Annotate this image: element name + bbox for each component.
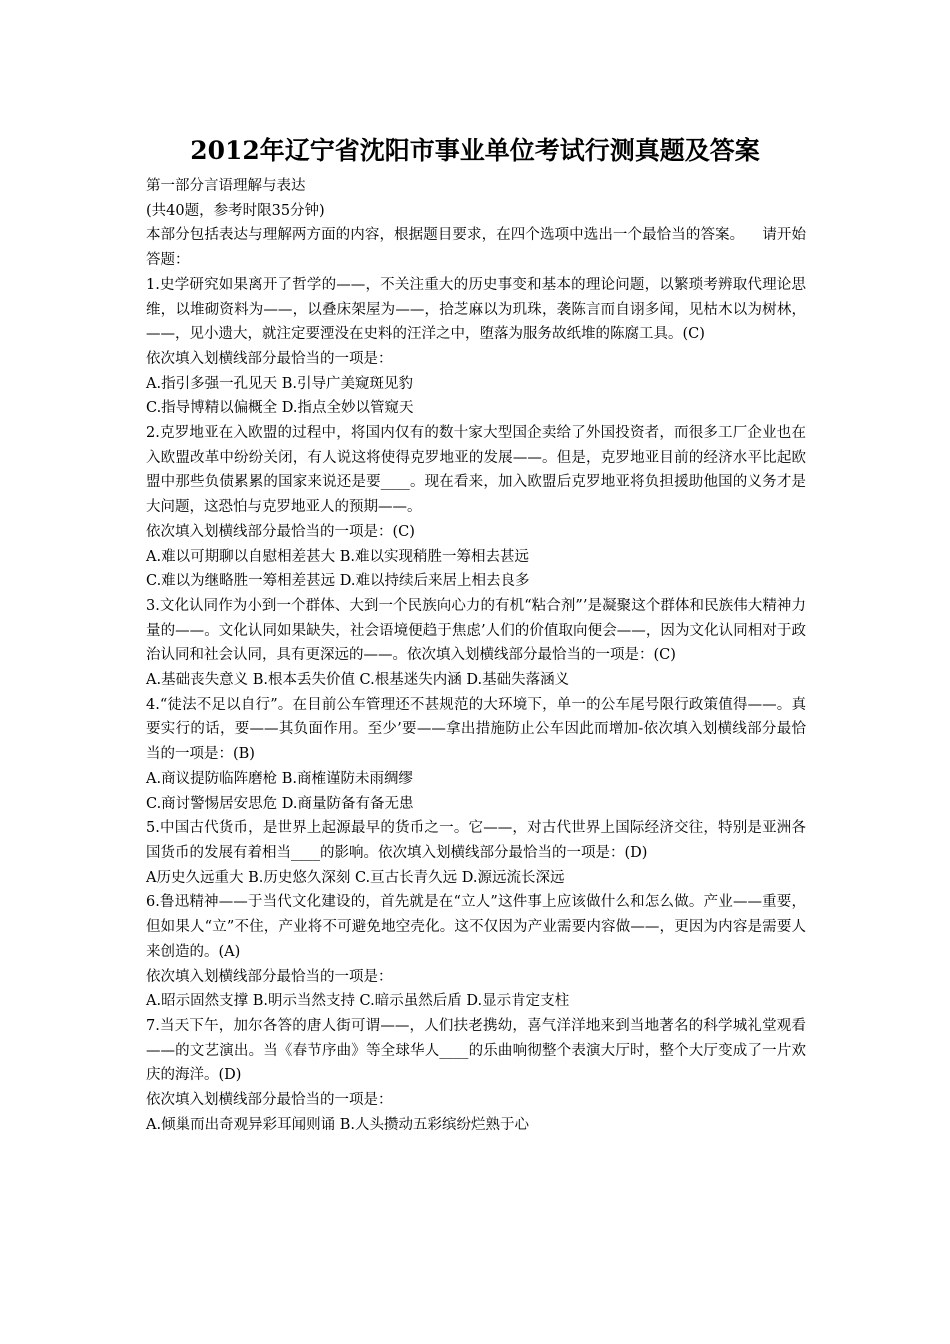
section-heading: 第一部分言语理解与表达 bbox=[146, 178, 306, 194]
question-4-text: 4.“徒法不足以自行”。在目前公车管理还不甚规范的大环境下，单一的公车尾号限行政策值得——。真要实行的话，要——其负面作用。至少’要——拿出措施防止公车因此而增加-依次填入划横线部分最恰当的一项是：(B) bbox=[146, 696, 806, 763]
question-1-prompt: 依次填入划横线部分最恰当的一项是： bbox=[146, 350, 393, 367]
question-1-text: 1.史学研究如果离开了哲学的——，不关注重大的历史事变和基本的理论问题，以繁琐考辨取代理论思维，以堆砌资料为——，以叠床架屋为——，拾芝麻以为玑珠，袭陈言而自诩多闻，见枯木以为树林，——，见小遗大，就注定要湮没在史料的汪洋之中，堕落为服务故纸堆的陈腐工具。(C) bbox=[146, 276, 806, 343]
question-2-text: 2.克罗地亚在入欧盟的过程中，将国内仅有的数十家大型国企卖给了外国投资者，而很多工厂企业也在入欧盟改革中纷纷关闭，有人说这将使得克罗地亚的发展——。但是，克罗地亚目前的经济水平比起欧盟中那些负债累累的国家来说还是要____。现在看来，加入欧盟后克罗地亚将负担援助他国的义务才是大问题，这恐怕与克罗地亚人的预期——。 bbox=[146, 425, 806, 516]
question-4-option-line-1: A.商议提防临阵磨枪 B.商榷谨防未雨绸缪 bbox=[146, 770, 413, 787]
question-7-prompt: 依次填入划横线部分最恰当的一项是： bbox=[146, 1092, 393, 1109]
question-1-option-line-1: A.指引多强一孔见天 B.引导广美窥斑见豹 bbox=[146, 375, 413, 392]
question-2-option-line-1: A.难以可期聊以自慰相差甚大 B.难以实现稍胜一筹相去甚远 bbox=[146, 548, 529, 565]
document-title: 2012年辽宁省沈阳市事业单位考试行测真题及答案 bbox=[190, 136, 760, 165]
question-3-option-line-1: A.基础丧失意义 B.根本丢失价值 C.根基迷失内涵 D.基础失落涵义 bbox=[146, 672, 570, 689]
intro-start: 请开始答题： bbox=[146, 227, 807, 269]
question-7-option-line-1: A.倾巢而出奇观异彩耳闻则诵 B.人头攒动五彩缤纷烂熟于心 bbox=[146, 1116, 529, 1133]
intro-text: 本部分包括表达与理解两方面的内容，根据题目要求，在四个选项中选出一个最恰当的答案。 bbox=[146, 227, 745, 244]
question-4-option-line-2: C.商讨警惕居安思危 D.商量防备有备无患 bbox=[146, 795, 414, 812]
question-6-option-line-1: A.昭示固然支撑 B.明示当然支持 C.暗示虽然后盾 D.显示肯定支柱 bbox=[146, 993, 570, 1010]
section-intro bbox=[146, 223, 806, 272]
question-6-prompt: 依次填入划横线部分最恰当的一项是： bbox=[146, 968, 393, 985]
question-3-text: 3.文化认同作为小到一个群体、大到一个民族向心力的有机“粘合剂”’是凝聚这个群体和民族伟大精神力量的——。文化认同如果缺失，社会语境便趋于焦虑’人们的价值取向便会——，因为文化认同相对于政治认同和社会认同，具有更深远的——。依次填入划横线部分最恰当的一项是：(C) bbox=[146, 597, 806, 664]
question-1-option-line-2: C.指导博精以偏概全 D.指点全妙以管窥天 bbox=[146, 400, 414, 417]
section-scope: (共40题，参考时限35分钟) bbox=[146, 202, 325, 219]
document-body bbox=[146, 174, 806, 1137]
question-7-text: 7.当天下午，加尔各答的唐人街可谓——，人们扶老携幼，喜气洋洋地来到当地著名的科学城礼堂观看——的文艺演出。当《春节序曲》等全球华人____的乐曲响彻整个表演大厅时，整个大厅变成了一片欢庆的海洋。(D) bbox=[146, 1017, 806, 1084]
question-2-prompt: 依次填入划横线部分最恰当的一项是：(C) bbox=[146, 523, 415, 540]
question-5-text: 5.中国古代货币，是世界上起源最早的货币之一。它——，对古代世界上国际经济交往，特别是亚洲各国货币的发展有着相当____的影响。依次填入划横线部分最恰当的一项是：(D) bbox=[146, 820, 806, 861]
question-5-option-line-1: A历史久远重大 B.历史悠久深刻 C.亘古长青久远 D.源远流长深远 bbox=[146, 869, 565, 886]
question-6-text: 6.鲁迅精神——于当代文化建设的，首先就是在“立人”这件事上应该做什么和怎么做。产业——重要，但如果人“立”不住，产业将不可避免地空壳化。这不仅因为产业需要内容做——，更因为内容是需要人来创造的。(A) bbox=[146, 894, 806, 960]
question-2-option-line-2: C.难以为继略胜一筹相差甚远 D.难以持续后来居上相去良多 bbox=[146, 573, 530, 590]
